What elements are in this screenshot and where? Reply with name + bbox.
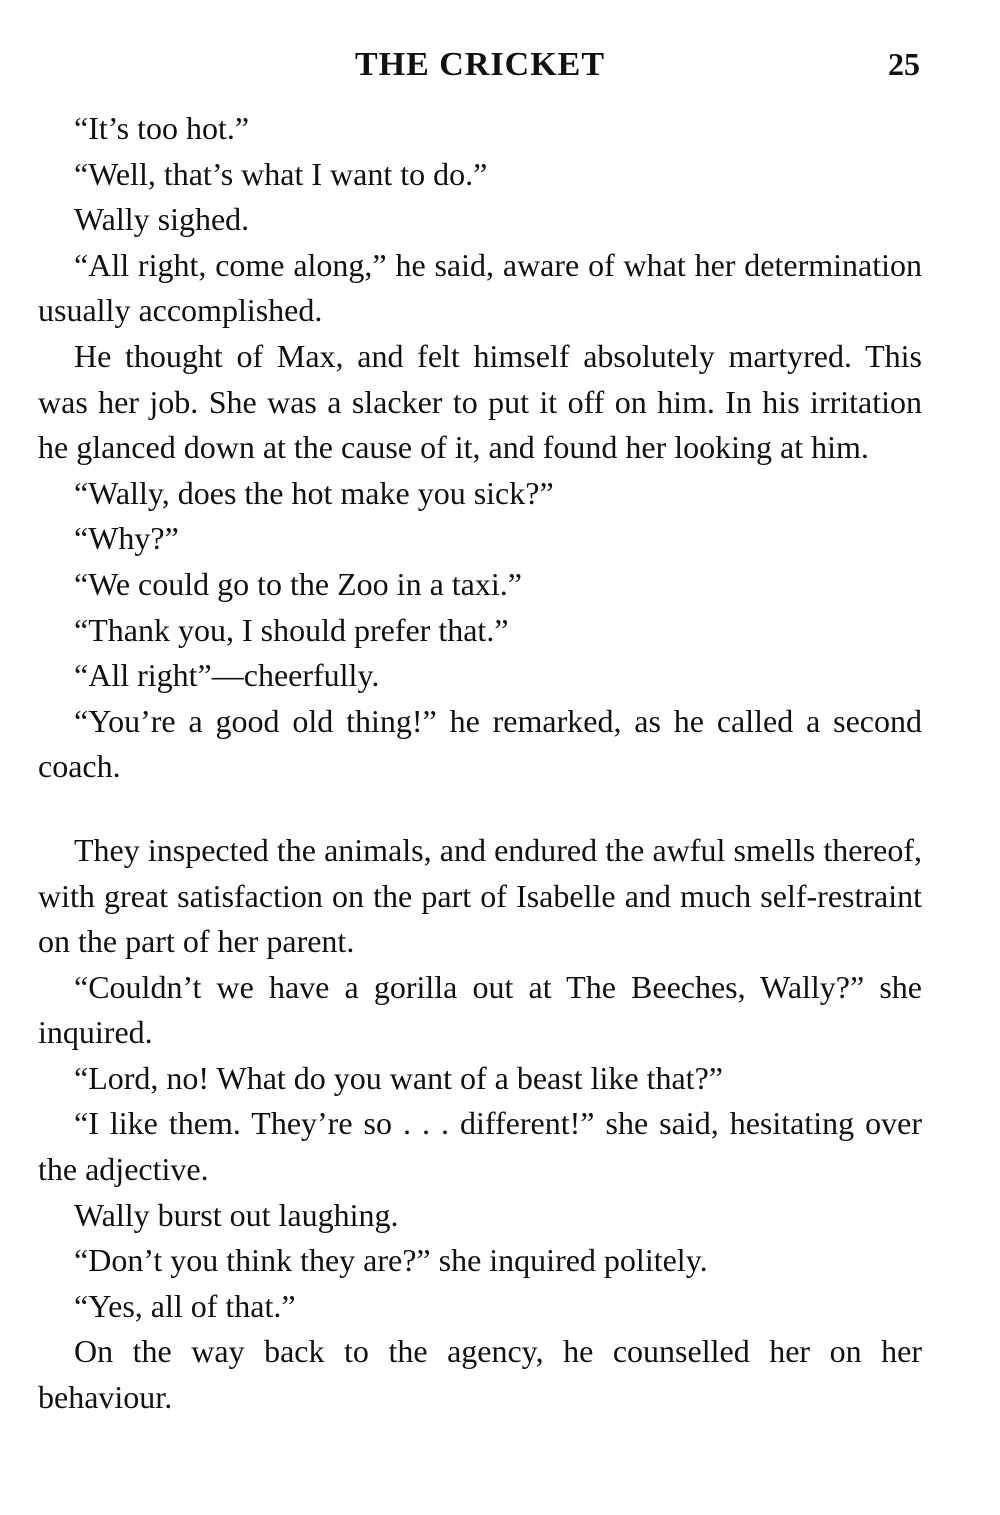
paragraph: “Thank you, I should prefer that.” <box>74 611 509 648</box>
paragraph: “Don’t you think they are?” she inquired politely. <box>74 1242 708 1279</box>
paragraph: “Well, that’s what I want to do.” <box>74 155 488 192</box>
body-text <box>38 106 922 1421</box>
paragraph: Wally burst out laughing. <box>74 1196 399 1233</box>
paragraph: He thought of Max, and felt himself absolutely martyred. This was her job. She was a slacker to put it off on him. In his irritation he glanced down at the cause of it, and found her looking at him. <box>38 337 922 466</box>
section-break <box>38 790 922 828</box>
paragraph: “All right”—cheerfully. <box>74 657 380 694</box>
paragraph: On the way back to the agency, he counselled her on her behaviour. <box>38 1333 922 1416</box>
running-head <box>38 46 922 92</box>
paragraph: “Wally, does the hot make you sick?” <box>74 474 554 511</box>
paragraph: “Yes, all of that.” <box>74 1287 296 1324</box>
paragraph: “We could go to the Zoo in a taxi.” <box>74 565 522 602</box>
paragraph: “Lord, no! What do you want of a beast like that?” <box>74 1059 723 1096</box>
paragraph: “It’s too hot.” <box>74 110 250 146</box>
paragraph: “All right, come along,” he said, aware of what her determination usually accomplished. <box>38 246 922 329</box>
page-number: 25 <box>888 46 920 82</box>
paragraph: “You’re a good old thing!” he remarked, as he called a second coach. <box>38 702 922 785</box>
paragraph: They inspected the animals, and endured the awful smells thereof, with great satisfaction on the part of Isabelle and much self-restraint on the part of her parent. <box>38 831 922 960</box>
paragraph: “Couldn’t we have a gorilla out at The Beeches, Wally?” she inquired. <box>38 968 922 1051</box>
paragraph: “I like them. They’re so . . . different!” she said, hesitating over the adjective. <box>38 1105 922 1188</box>
paragraph: “Why?” <box>74 520 179 557</box>
running-title: THE CRICKET <box>355 46 605 83</box>
paragraph: Wally sighed. <box>74 201 250 238</box>
